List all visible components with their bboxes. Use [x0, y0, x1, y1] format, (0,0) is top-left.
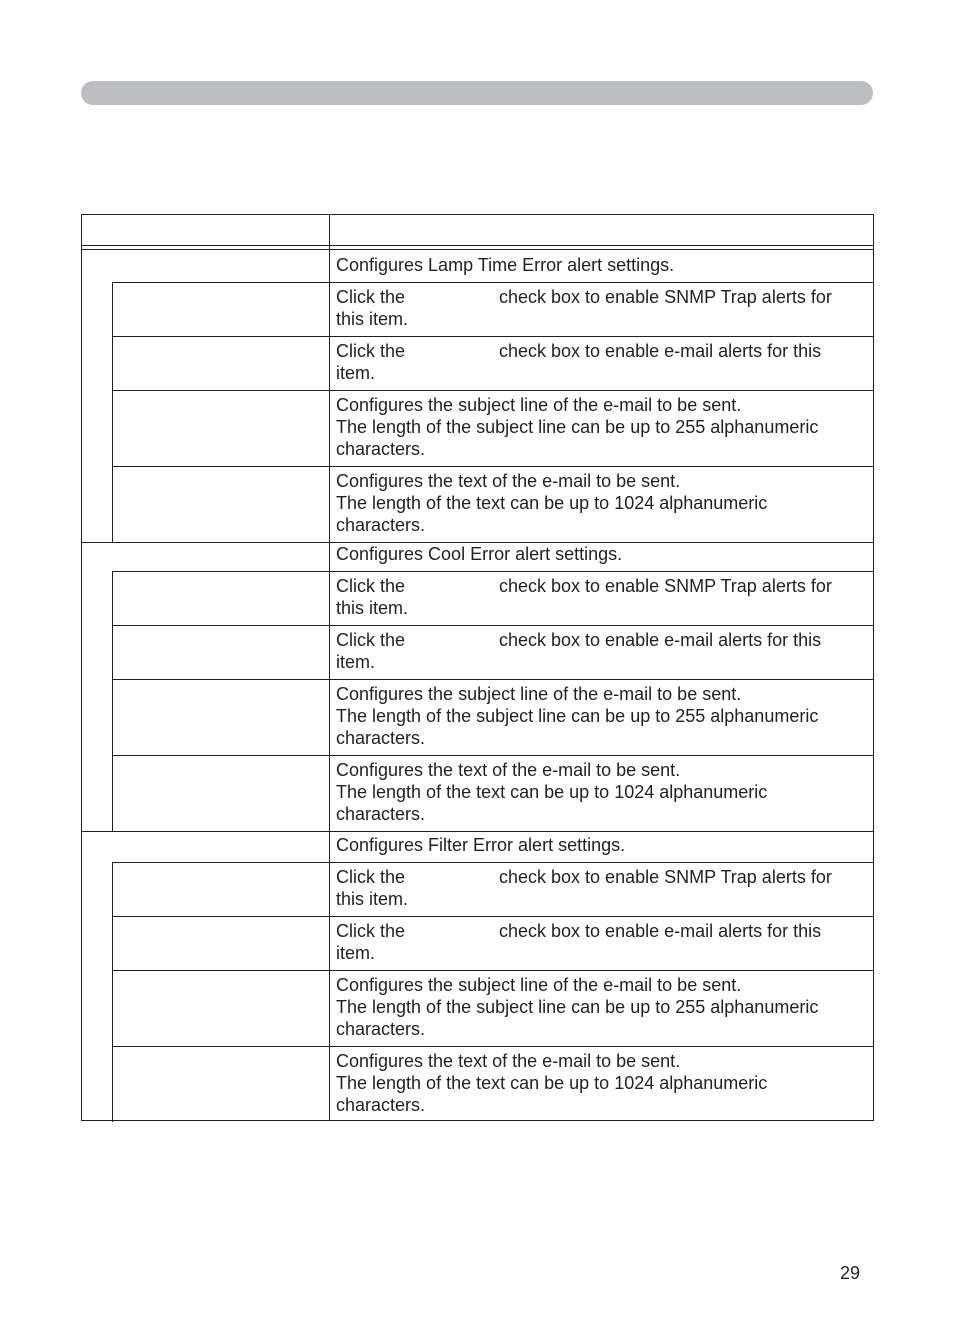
header-rule-bottom [82, 249, 873, 250]
page-number: 29 [839, 1263, 860, 1283]
click-instruction-line [336, 920, 871, 942]
click-continuation: item. [336, 652, 376, 672]
row-description [336, 394, 871, 460]
section-summary: Configures Filter Error alert settings. [336, 835, 626, 855]
row-description [336, 866, 871, 910]
section-header-bar [81, 81, 873, 105]
row-description [336, 340, 871, 384]
description-line: The length of the text can be up to 1024 alphanumeric [336, 1073, 768, 1093]
click-prefix: Click the [336, 921, 406, 941]
click-suffix: check box to enable SNMP Trap alerts for [499, 576, 832, 596]
click-continuation: item. [336, 943, 376, 963]
description-line: Configures the subject line of the e-mail to be sent. [336, 684, 742, 704]
row-rule [112, 466, 873, 467]
sub-column-divider [112, 282, 113, 542]
description-line: characters. [336, 515, 426, 535]
click-suffix: check box to enable SNMP Trap alerts for [499, 867, 832, 887]
click-prefix: Click the [336, 630, 406, 650]
click-instruction-line [336, 340, 871, 362]
row-description [336, 1050, 871, 1116]
row-rule [112, 625, 873, 626]
description-line: Configures the text of the e-mail to be sent. [336, 471, 681, 491]
description-line: Configures the text of the e-mail to be sent. [336, 1051, 681, 1071]
click-instruction-line [336, 629, 871, 651]
row-description [336, 286, 871, 330]
row-description [336, 759, 871, 825]
row-rule [112, 679, 873, 680]
click-continuation: this item. [336, 889, 409, 909]
click-instruction-line [336, 575, 871, 597]
description-line: characters. [336, 804, 426, 824]
sub-column-divider [112, 862, 113, 1122]
section-summary: Configures Cool Error alert settings. [336, 544, 623, 564]
click-continuation: this item. [336, 309, 409, 329]
row-description [336, 470, 871, 536]
click-continuation: this item. [336, 598, 409, 618]
header-rule-top [82, 245, 873, 246]
description-line: The length of the text can be up to 1024 alphanumeric [336, 493, 768, 513]
click-prefix: Click the [336, 287, 406, 307]
row-rule [112, 970, 873, 971]
row-description [336, 974, 871, 1040]
row-rule [112, 916, 873, 917]
description-line: The length of the subject line can be up to 255 alphanumeric [336, 997, 819, 1017]
settings-table [81, 214, 874, 1121]
description-line: characters. [336, 439, 426, 459]
row-description [336, 629, 871, 673]
description-line: The length of the text can be up to 1024 alphanumeric [336, 782, 768, 802]
click-instruction-line [336, 286, 871, 308]
row-rule [112, 336, 873, 337]
column-divider [329, 215, 330, 1120]
row-rule [112, 390, 873, 391]
description-line: The length of the subject line can be up to 255 alphanumeric [336, 417, 819, 437]
row-description [336, 920, 871, 964]
row-rule [112, 571, 873, 572]
description-line: Configures the subject line of the e-mail to be sent. [336, 395, 742, 415]
row-rule [112, 862, 873, 863]
section-rule [82, 831, 873, 832]
click-prefix: Click the [336, 867, 406, 887]
row-rule [112, 282, 873, 283]
click-suffix: check box to enable e-mail alerts for this [499, 921, 822, 941]
description-line: characters. [336, 1095, 426, 1115]
click-suffix: check box to enable SNMP Trap alerts for [499, 287, 832, 307]
description-line: Configures the text of the e-mail to be sent. [336, 760, 681, 780]
description-line: The length of the subject line can be up to 255 alphanumeric [336, 706, 819, 726]
row-description [336, 575, 871, 619]
description-line: characters. [336, 1019, 426, 1039]
click-prefix: Click the [336, 576, 406, 596]
description-line: Configures the subject line of the e-mail to be sent. [336, 975, 742, 995]
click-instruction-line [336, 866, 871, 888]
click-prefix: Click the [336, 341, 406, 361]
section-summary: Configures Lamp Time Error alert settings. [336, 255, 675, 275]
row-rule [112, 1046, 873, 1047]
row-rule [112, 755, 873, 756]
description-line: characters. [336, 728, 426, 748]
click-suffix: check box to enable e-mail alerts for this [499, 341, 822, 361]
click-suffix: check box to enable e-mail alerts for this [499, 630, 822, 650]
click-continuation: item. [336, 363, 376, 383]
sub-column-divider [112, 571, 113, 831]
row-description [336, 683, 871, 749]
